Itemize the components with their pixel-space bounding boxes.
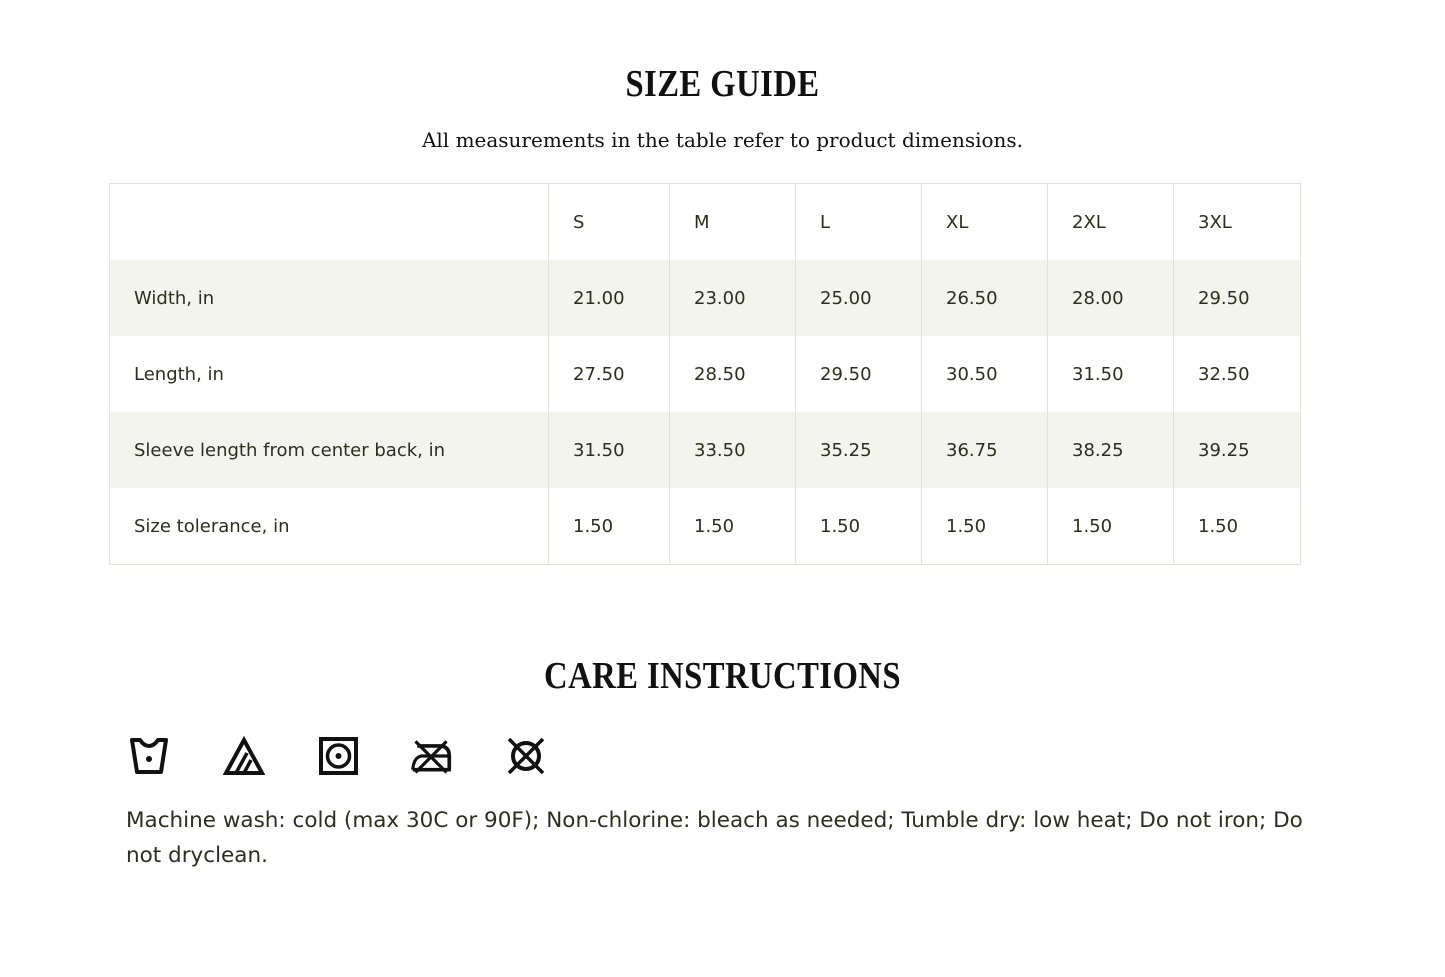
table-cell: 33.50 (670, 412, 796, 488)
table-cell: 35.25 (796, 412, 922, 488)
table-cell: 1.50 (549, 488, 670, 565)
row-label: Size tolerance, in (134, 515, 290, 537)
non-chlorine-bleach-icon (223, 736, 265, 776)
table-header-cell: L (796, 184, 922, 261)
table-cell: 1.50 (670, 488, 796, 565)
tumble-dry-low-icon (318, 736, 360, 776)
table-cell: 31.50 (549, 412, 670, 488)
table-row (110, 412, 1301, 488)
table-header-cell: M (670, 184, 796, 261)
table-cell: 28.50 (670, 336, 796, 412)
table-cell: 38.25 (1048, 412, 1174, 488)
care-instructions-title: CARE INSTRUCTIONS (544, 655, 901, 697)
care-instructions-text: Machine wash: cold (max 30C or 90F); Non-chlorine: bleach as needed; Tumble dry: low heat; Do not iron; Do not dryclean. (126, 808, 1303, 868)
table-cell: 21.00 (549, 260, 670, 336)
table-row (110, 336, 1301, 412)
table-row (110, 260, 1301, 336)
table-cell: 31.50 (1048, 336, 1174, 412)
table-cell: 29.50 (796, 336, 922, 412)
table-cell: 23.00 (670, 260, 796, 336)
do-not-iron-icon (410, 736, 452, 776)
table-header-cell: S (549, 184, 670, 261)
table-cell: 25.00 (796, 260, 922, 336)
row-label: Width, in (110, 260, 549, 336)
table-row (110, 488, 1301, 565)
table-cell: 28.00 (1048, 260, 1174, 336)
table-header-cell: 3XL (1174, 184, 1301, 261)
table-cell: 1.50 (1048, 488, 1174, 565)
table-cell: 32.50 (1174, 336, 1301, 412)
table-header-cell: XL (922, 184, 1048, 261)
wash-cold-icon (128, 736, 170, 776)
table-header-row (110, 184, 1301, 261)
table-cell: 29.50 (1174, 260, 1301, 336)
table-cell: 1.50 (922, 488, 1048, 565)
row-label: Length, in (134, 363, 224, 385)
table-cell: 30.50 (922, 336, 1048, 412)
table-cell: 1.50 (1174, 488, 1301, 565)
table-header-cell (110, 184, 549, 261)
table-cell: 1.50 (796, 488, 922, 565)
do-not-dryclean-icon (505, 736, 547, 776)
table-cell: 27.50 (549, 336, 670, 412)
table-cell: 36.75 (922, 412, 1048, 488)
table-cell: 26.50 (922, 260, 1048, 336)
size-table (109, 183, 1301, 565)
table-cell: 39.25 (1174, 412, 1301, 488)
table-header-cell: 2XL (1048, 184, 1174, 261)
size-guide-title: SIZE GUIDE (625, 63, 820, 105)
size-guide-subtitle: All measurements in the table refer to product dimensions. (421, 128, 1024, 152)
row-label: Sleeve length from center back, in (110, 412, 549, 488)
